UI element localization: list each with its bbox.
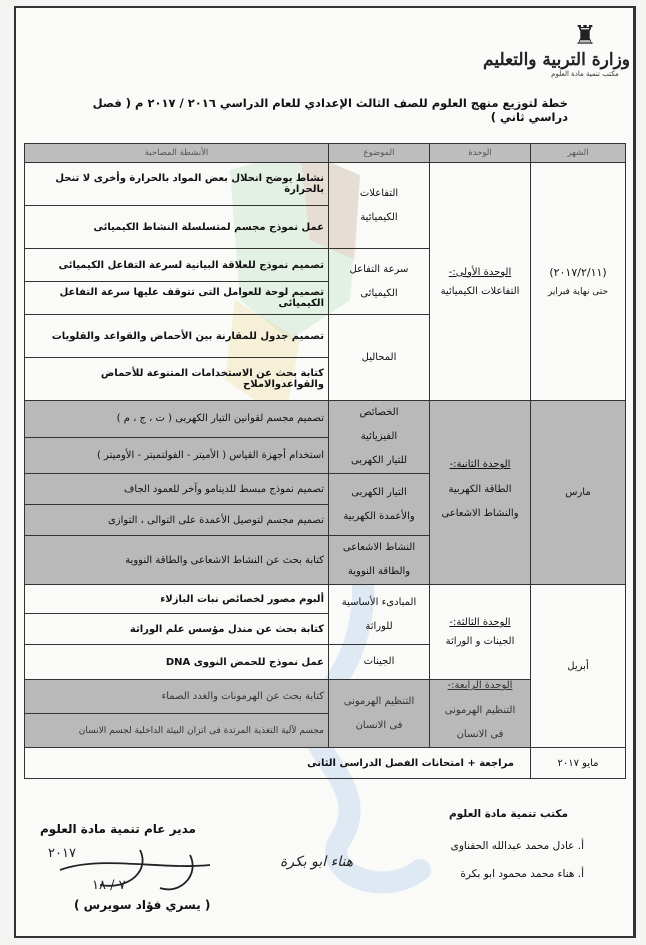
- topic-line: والطاقة النووية: [347, 566, 411, 577]
- activity-cell: كتابة بحث عن مندل مؤسس علم الوراثة: [25, 614, 329, 645]
- office-signature-title: مكتب تنمية مادة العلوم: [449, 808, 568, 820]
- table-header-row: [25, 144, 626, 163]
- unit-name: التفاعلات الكيميائية: [440, 285, 520, 297]
- month-date: (٢٠١٧/٢/١١): [549, 266, 607, 279]
- month-label: حتى نهاية فبراير: [547, 287, 609, 297]
- header-activities: الأنشطة المصاحبة: [25, 144, 329, 163]
- member-1-name: أ. عادل محمد عبدالله الحفناوى: [450, 840, 584, 852]
- header-month: الشهر: [531, 144, 626, 163]
- director-title: مدير عام تنمية مادة العلوم: [40, 822, 196, 836]
- table-row: [25, 401, 626, 438]
- activity-cell: ألبوم مصور لخصائص نبات البازلاء: [25, 585, 329, 614]
- topic-line: التيار الكهربى: [351, 486, 407, 498]
- topic-line: التفاعلات: [359, 187, 399, 199]
- review-exams-cell: مراجعة + امتحانات الفصل الدراسى الثانى: [25, 748, 531, 779]
- month-cell-apr: أبريل: [531, 585, 626, 748]
- director-name: ( يسري فؤاد سويرس ): [74, 898, 211, 912]
- unit-title: الوحدة الرابعة:-: [447, 680, 513, 691]
- unit-name-line: والنشاط الاشعاعى: [441, 508, 519, 519]
- handwritten-signature: هناء ابو بكرة: [280, 854, 354, 870]
- topic-line: الخصائص: [359, 407, 399, 418]
- month-cell-feb: [531, 163, 626, 401]
- topic-line: الجينات: [363, 656, 395, 667]
- activity-cell: كتابة بحث عن النشاط الاشعاعى والطاقة النووية: [25, 536, 329, 585]
- topic-line: الفيزيائية: [360, 431, 398, 442]
- activity-cell: كتابة بحث عن الهرمونات والغدد الصماء: [25, 680, 329, 714]
- unit-cell-2: [430, 401, 531, 585]
- activity-cell: نشاط يوضح انحلال بعض المواد بالحرارة وأخرى لا تنحل بالحرارة: [25, 163, 329, 206]
- topic-line: الكيميائى: [360, 287, 398, 299]
- activity-cell: عمل نموذج مجسم لمتسلسلة النشاط الكيميائى: [25, 206, 329, 249]
- topic-cell: [329, 680, 430, 748]
- topic-cell: [329, 249, 430, 315]
- activity-cell: تصميم نموذج مبسط للدينامو وآخر للعمود الجاف: [25, 474, 329, 505]
- topic-line: المحاليل: [361, 351, 397, 363]
- activity-cell: استخدام أجهزة القياس ( الأميتر - الفولتميتر - الأوميتر ): [25, 437, 329, 474]
- unit-title: الوحدة الثالثة:-: [449, 617, 511, 628]
- unit-cell-4: [430, 680, 531, 748]
- unit-cell-1: [430, 163, 531, 401]
- topic-line: النشاط الاشعاعى: [342, 542, 416, 553]
- topic-line: فى الانسان: [355, 719, 403, 731]
- unit-title: الوحدة الثانية:-: [449, 459, 511, 470]
- month-cell-may: مايو ٢٠١٧: [531, 748, 626, 779]
- unit-name-line: فى الانسان: [456, 729, 504, 740]
- ministry-office: مكتب تنمية مادة العلوم: [551, 70, 619, 78]
- activity-cell: مجسم لآلية التغذية المرتدة فى اتزان البيئة الداخلية لجسم الانسان: [25, 714, 329, 748]
- signature-date-year: ٢٠١٧: [48, 846, 76, 861]
- topic-cell: [329, 645, 430, 680]
- topic-line: للوراثة: [365, 620, 393, 632]
- activity-cell: تصميم مجسم لتوصيل الأعمدة على التوالى ، التوازى: [25, 505, 329, 536]
- topic-cell: [329, 536, 430, 585]
- ministry-logo: [483, 21, 630, 100]
- ministry-name: وزارة التربية والتعليم: [483, 50, 630, 70]
- activity-cell: عمل نموذج للحمض النووى DNA: [25, 645, 329, 680]
- topic-cell: [329, 163, 430, 249]
- curriculum-table: [24, 143, 626, 779]
- table-row: [25, 748, 626, 779]
- table-row: [25, 163, 626, 206]
- activity-cell: كتابة بحث عن الاستخدامات المتنوعة للأحماض والقواعدوالاملاح: [25, 358, 329, 401]
- topic-line: للتيار الكهربى: [350, 455, 408, 466]
- signature-date-day: ٧ / ١٨: [92, 878, 126, 893]
- activity-cell: تصميم جدول للمقارنة بين الأحماض والقواعد والقلويات: [25, 315, 329, 358]
- unit-name-line: التنظيم الهرمونى: [444, 705, 516, 716]
- topic-line: المبادىء الأساسية: [341, 596, 417, 608]
- topic-line: والأعمدة الكهربية: [343, 510, 415, 522]
- header-topic: الموضوع: [329, 144, 430, 163]
- unit-name: الجينات و الوراثة: [445, 636, 515, 647]
- topic-line: سرعة التفاعل: [349, 263, 409, 275]
- page-title: خطة لتوزيع منهج العلوم للصف الثالث الإعدادي للعام الدراسي ٢٠١٦ / ٢٠١٧ م ( فصل دراسي ثاني ): [92, 96, 568, 124]
- table-row: [25, 585, 626, 614]
- topic-cell: [329, 474, 430, 536]
- topic-line: الكيميائية: [360, 211, 398, 223]
- activity-cell: تصميم نموذج للعلاقة البيانية لسرعة التفاعل الكيميائى: [25, 249, 329, 282]
- month-cell-mar: مارس: [531, 401, 626, 585]
- member-2-name: أ. هناء محمد محمود ابو بكرة: [460, 868, 584, 880]
- eagle-emblem-icon: ♜: [573, 21, 597, 51]
- activity-cell: تصميم لوحة للعوامل التى تتوقف عليها سرعة التفاعل الكيميائى: [25, 282, 329, 315]
- topic-cell: [329, 401, 430, 474]
- activity-cell: تصميم مجسم لقوانين التيار الكهربى ( ت ، ج ، م ): [25, 401, 329, 438]
- unit-name-line: الطاقة الكهربية: [448, 484, 512, 495]
- topic-line: التنظيم الهرمونى: [343, 695, 415, 707]
- unit-cell-3: [430, 585, 531, 680]
- topic-cell: [329, 585, 430, 645]
- header-unit: الوحدة: [430, 144, 531, 163]
- topic-cell: [329, 315, 430, 401]
- unit-title: الوحدة الأولى:-: [448, 266, 512, 278]
